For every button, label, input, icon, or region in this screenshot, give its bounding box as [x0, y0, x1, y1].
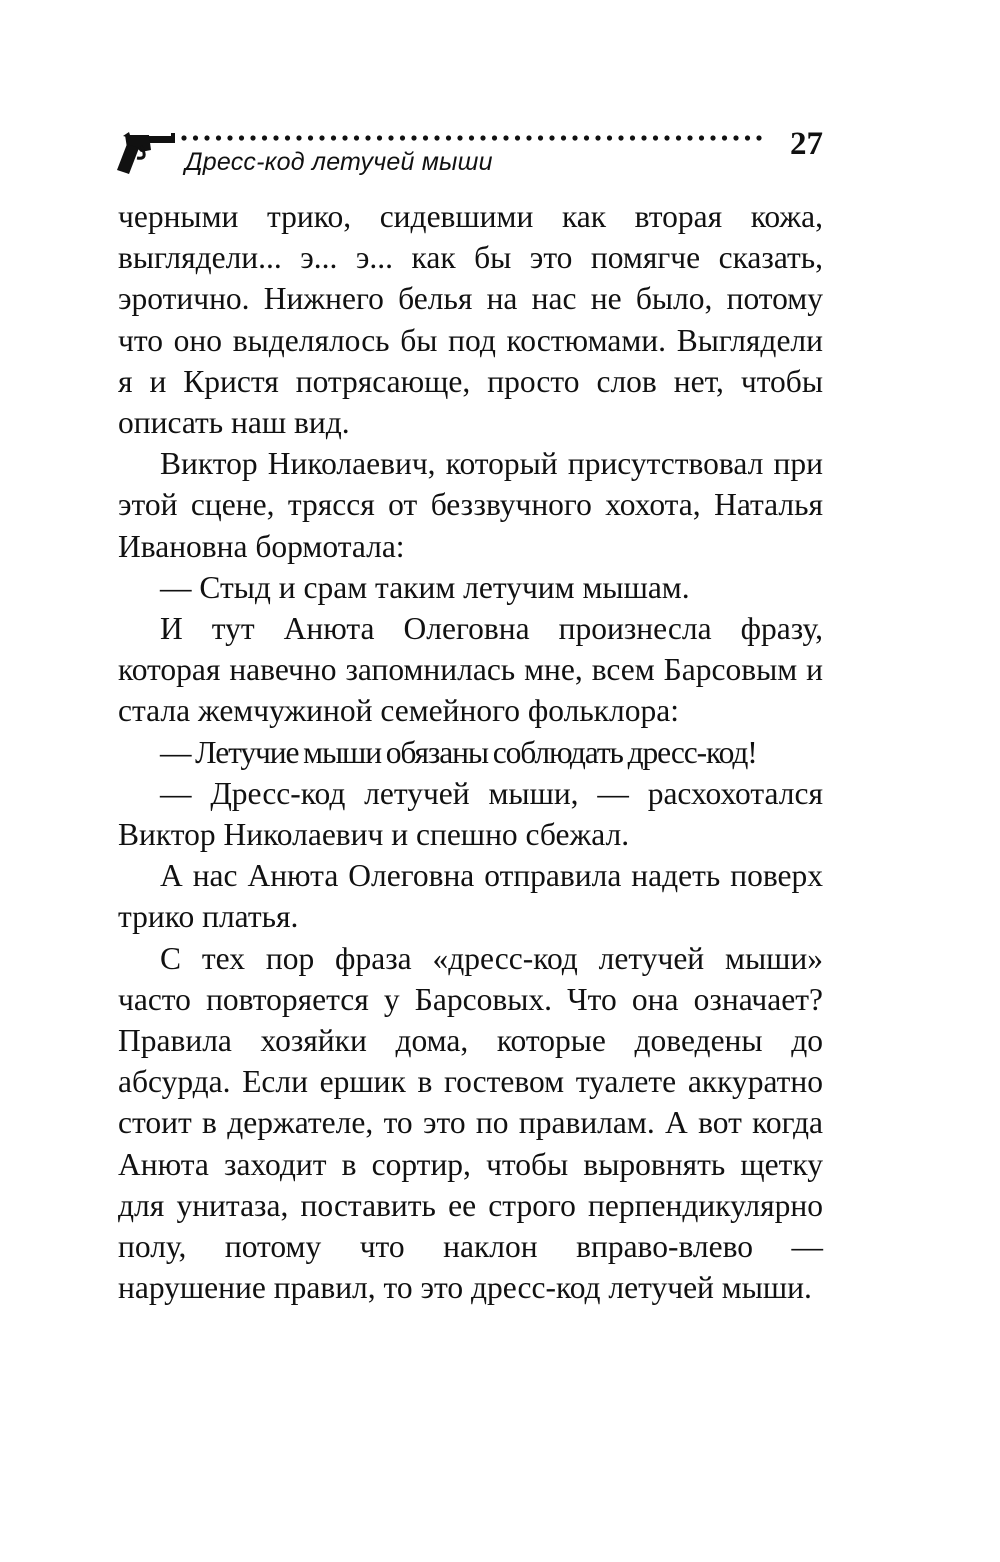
dot	[653, 135, 658, 140]
dot	[526, 135, 531, 140]
dot	[423, 135, 428, 140]
dot	[745, 135, 750, 140]
dot	[503, 135, 508, 140]
paragraph: А нас Анюта Олеговна отправила надеть поверх трико платья.	[118, 858, 823, 935]
dot	[308, 135, 313, 140]
dot	[607, 135, 612, 140]
running-title: Дресс-код летучей мыши	[185, 148, 493, 176]
dot	[710, 135, 715, 140]
dot	[722, 135, 727, 140]
dot	[480, 135, 485, 140]
dot	[572, 135, 577, 140]
dot	[250, 135, 255, 140]
revolver-icon	[115, 130, 177, 176]
dialogue-line: — Стыд и срам таким летучим мышам.	[160, 569, 690, 605]
dot	[204, 135, 209, 140]
paragraph: И тут Анюта Олеговна произнесла фразу, которая навечно запомнилась мне, всем Барсовым и стала жемчужиной семейного фольклора:	[118, 611, 823, 729]
dot	[457, 135, 462, 140]
dot	[618, 135, 623, 140]
dot	[331, 135, 336, 140]
dot	[227, 135, 232, 140]
paragraph: Виктор Николаевич, который присутствовал при этой сцене, трясся от беззвучного хохота, Наталья Ивановна бормотала:	[118, 446, 823, 564]
dot	[630, 135, 635, 140]
dot	[400, 135, 405, 140]
dot	[595, 135, 600, 140]
dot	[687, 135, 692, 140]
dot	[676, 135, 681, 140]
dot	[216, 135, 221, 140]
dot	[641, 135, 646, 140]
dot	[492, 135, 497, 140]
dot	[756, 135, 761, 140]
paragraph: С тех пор фраза «дресс-код летучей мыши» часто повторяется у Барсовых. Что она означает? Правила хозяйки дома, которые доведены до абсурда. Если ершик в гостевом туалете аккуратно стоит в держателе, то это по правилам. А вот когда Анюта заходит в сортир, чтобы выровнять щетку для унитаза, поставить ее строго перпендикулярно полу, потому что наклон вправо-влево — нарушение правил, то это дресс-код летучей мыши.	[118, 940, 823, 1306]
dot	[342, 135, 347, 140]
dot	[699, 135, 704, 140]
dot	[515, 135, 520, 140]
dot	[446, 135, 451, 140]
dot	[434, 135, 439, 140]
dot	[354, 135, 359, 140]
dot	[538, 135, 543, 140]
dot	[181, 135, 186, 140]
dot	[296, 135, 301, 140]
dot	[319, 135, 324, 140]
dot	[561, 135, 566, 140]
dot	[469, 135, 474, 140]
dot	[411, 135, 416, 140]
dot	[733, 135, 738, 140]
dialogue-line: — Летучие мыши обязаны соблюдать дресс-код!	[160, 734, 757, 770]
dot	[377, 135, 382, 140]
dot	[365, 135, 370, 140]
dot	[273, 135, 278, 140]
dot	[549, 135, 554, 140]
page-header	[115, 118, 827, 188]
dot	[285, 135, 290, 140]
dot	[664, 135, 669, 140]
dot	[262, 135, 267, 140]
dialogue-line: — Дресс-код летучей мыши, — расхохотался Виктор Николаевич и спешно сбежал.	[118, 775, 823, 853]
dot	[388, 135, 393, 140]
page-number: 27	[790, 126, 823, 162]
header-dotted-rule	[181, 134, 767, 142]
dot	[584, 135, 589, 140]
dot	[239, 135, 244, 140]
body-text	[118, 196, 823, 1308]
paragraph: черными трико, сидевшими как вторая кожа, выглядели... э... э... как бы это помягче сказать, эротично. Нижнего белья на нас не было, потому что оно выделялось бы под костюмами. Выглядели я и Кристя потрясающе, просто слов нет, чтобы описать наш вид.	[118, 199, 823, 441]
dot	[193, 135, 198, 140]
